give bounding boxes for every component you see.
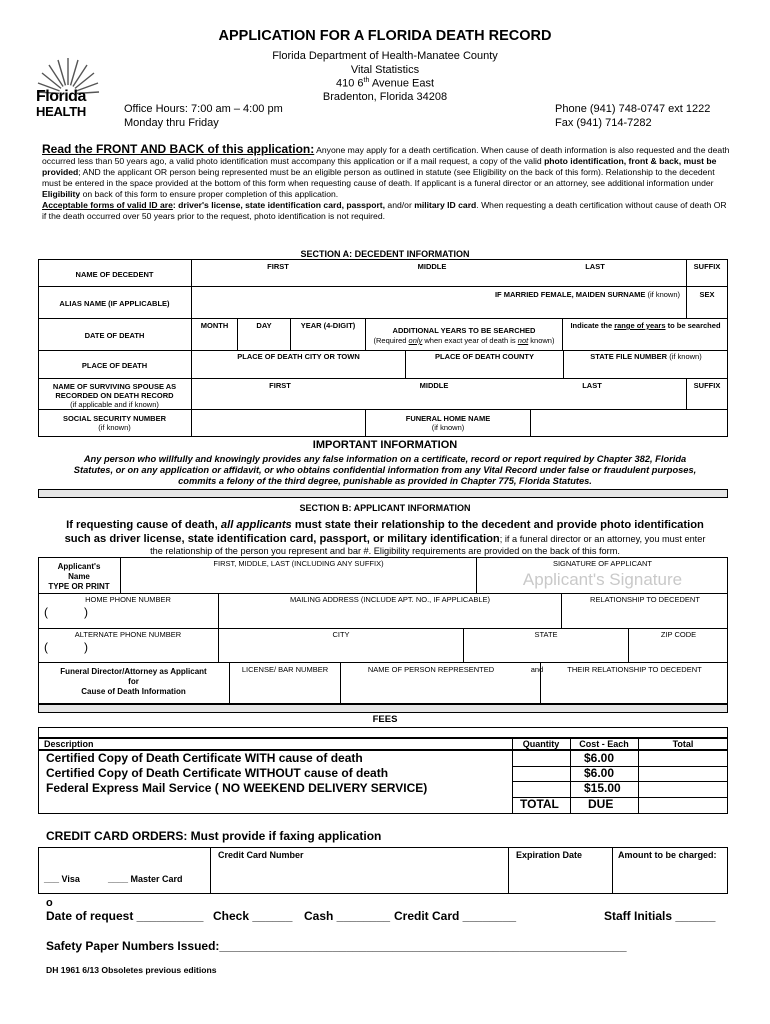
signature-field[interactable]: Applicant's Signature xyxy=(522,570,683,589)
additional-years-label: ADDITIONAL YEARS TO BE SEARCHED xyxy=(392,326,536,335)
mailing-address-label: MAILING ADDRESS (INCLUDE APT. NO., IF APPLICABLE) xyxy=(289,595,491,604)
ssn-label: SOCIAL SECURITY NUMBER (if known) xyxy=(62,414,167,432)
fee-row-2-cost: $6.00 xyxy=(584,766,615,780)
spouse-suffix-label: SUFFIX xyxy=(693,381,721,390)
logo-florida: Florida xyxy=(36,88,86,105)
divider-bar-2 xyxy=(38,704,728,713)
fees-title: FEES xyxy=(372,714,398,725)
important-title: IMPORTANT INFORMATION xyxy=(312,439,458,451)
fee-row-1-qty[interactable] xyxy=(513,751,569,765)
state-label: STATE xyxy=(534,630,558,639)
maiden-surname-label: IF MARRIED FEMALE, MAIDEN SURNAME (if known) xyxy=(494,290,680,299)
visa-option[interactable]: ___ Visa xyxy=(44,874,80,884)
phone-number: Phone (941) 748-0747 ext 1222 xyxy=(555,103,711,115)
city-label: CITY xyxy=(332,630,350,639)
year-label: YEAR (4-DIGIT) xyxy=(300,321,356,330)
fee-row-3-cost: $15.00 xyxy=(584,781,621,795)
home-phone-paren-close: ) xyxy=(84,605,88,619)
sex-label: SEX xyxy=(699,290,715,299)
section-b-req-2: such as driver license, state identification card, passport, or military identification; if a funeral director or an attorney, you must enter xyxy=(64,533,706,545)
divider-bar xyxy=(38,489,728,498)
section-a-title: SECTION A: DECEDENT INFORMATION xyxy=(300,249,470,259)
section-b-req-1: If requesting cause of death, all applicants must state their relationship to the decedent and provide photo identification xyxy=(66,519,704,531)
fees-col-quantity: Quantity xyxy=(522,739,560,749)
fee-row-2-desc: Certified Copy of Death Certificate WITHOUT cause of death xyxy=(46,766,389,780)
range-of-years-label: Indicate the range of years to be searched xyxy=(570,321,721,330)
card-number-label: Credit Card Number xyxy=(218,850,304,860)
safety-paper-field: Safety Paper Numbers Issued:_____________________________________________________________ xyxy=(46,939,627,953)
alias-label: ALIAS NAME (IF APPLICABLE) xyxy=(59,299,170,308)
section-b-title: SECTION B: APPLICANT INFORMATION xyxy=(299,503,471,513)
alt-phone-paren-open: ( xyxy=(44,640,48,654)
section-b-req-3: the relationship of the person you represent and bar #. Eligibility requirements are provided on the back of this form. xyxy=(150,546,620,556)
fee-row-3-qty[interactable] xyxy=(513,782,569,796)
name-of-decedent-label: NAME OF DECEDENT xyxy=(75,270,154,279)
amount-label: Amount to be charged: xyxy=(618,850,717,860)
credit-card-field: Credit Card ________ xyxy=(394,909,517,923)
check-field: Check ______ xyxy=(213,909,293,923)
staff-initials-field: Staff Initials ______ xyxy=(604,909,716,923)
represented-label: NAME OF PERSON REPRESENTED xyxy=(367,665,495,674)
city-state-zip: Bradenton, Florida 34208 xyxy=(322,91,448,103)
place-of-death-label: PLACE OF DEATH xyxy=(81,361,148,370)
fee-row-1-desc: Certified Copy of Death Certificate WITH cause of death xyxy=(46,751,363,765)
fees-col-total: Total xyxy=(672,739,694,749)
important-line-1: Any person who willfully and knowingly provides any false information on a certificate, record or report required by Chapter 382, Florida xyxy=(83,454,687,464)
office-name: Vital Statistics xyxy=(350,64,420,76)
form-title: APPLICATION FOR A FLORIDA DEATH RECORD xyxy=(218,28,552,44)
fee-row-3-desc: Federal Express Mail Service ( NO WEEKEND DELIVERY SERVICE) xyxy=(46,781,428,795)
important-line-2: Statutes, or on any application or affidavit, or who obtains confidential information from any Vital Record under false or fraudulent purposes, xyxy=(73,465,697,475)
their-relationship-label: THEIR RELATIONSHIP TO DECEDENT xyxy=(567,665,702,674)
and-label: and xyxy=(530,665,544,674)
credit-card-title: CREDIT CARD ORDERS: Must provide if faxing application xyxy=(46,829,382,843)
month-label: MONTH xyxy=(200,321,229,330)
date-of-request: Date of request __________ xyxy=(46,909,204,923)
day-label: DAY xyxy=(256,321,272,330)
street-address: 410 6th Avenue East xyxy=(336,77,434,90)
middle-label: MIDDLE xyxy=(417,262,447,271)
home-phone-label: HOME PHONE NUMBER xyxy=(85,595,171,604)
funeral-director-label: Funeral Director/Attorney as Applicant for Cause of Death Information xyxy=(60,667,207,696)
fml-label: FIRST, MIDDLE, LAST (INCLUDING ANY SUFFIX) xyxy=(213,559,384,568)
home-phone-paren-open: ( xyxy=(44,605,48,619)
fees-top-bar xyxy=(38,727,728,738)
alt-phone-paren-close: ) xyxy=(84,640,88,654)
important-line-3: commits a felony of the third degree, punishable as provided in Chapter 775, Florida Statutes. xyxy=(178,476,592,486)
spouse-middle-label: MIDDLE xyxy=(419,381,449,390)
expiration-label: Expiration Date xyxy=(516,850,583,860)
alt-phone-label: ALTERNATE PHONE NUMBER xyxy=(74,630,182,639)
fees-col-cost: Cost - Each xyxy=(579,739,629,749)
office-use-marker: o xyxy=(46,897,53,909)
relationship-label: RELATIONSHIP TO DECEDENT xyxy=(590,595,700,604)
zip-label: ZIP CODE xyxy=(660,630,697,639)
cash-field: Cash ________ xyxy=(304,909,391,923)
form-id: DH 1961 6/13 Obsoletes previous editions xyxy=(46,965,217,975)
mastercard-option[interactable]: ____ Master Card xyxy=(108,874,183,884)
decedent-name-field[interactable] xyxy=(192,272,685,285)
fee-row-2-qty[interactable] xyxy=(513,767,569,780)
date-of-death-label: DATE OF DEATH xyxy=(84,331,145,340)
fees-col-description: Description xyxy=(44,739,94,749)
fees-total-label: TOTAL xyxy=(520,797,559,811)
last-label: LAST xyxy=(585,262,605,271)
spouse-first-label: FIRST xyxy=(269,381,291,390)
fees-due-label: DUE xyxy=(588,797,614,811)
office-hours: Office Hours: 7:00 am – 4:00 pm xyxy=(124,103,283,115)
intro-paragraph: Read the FRONT AND BACK of this application: Anyone may apply for a death certification. When cause of death information is also requested and the death occurred less than 50 years ago, a valid photo identification must accompany this application or if a mail request, a copy of the valid photo identification, front & back, must be provided; AND the applicant OR person being represented must be an eligible person as outlined in statute (see Eligibility on the back of this form). Relationship to the decedent must be entered in the space provided at the bottom of this form when requesting cause of death. If applicant is a funeral director or an attorney, see additional information under Eligibility on back of this form to ensure proper completion of this application. Acceptable forms of valid ID are: driver's license, state identification card, passport, and/or military ID card. When requesting a death certification without cause of death OR if the death occurred over 50 years prior to the request, photo identification is not required. xyxy=(42,142,730,221)
applicant-name-field[interactable] xyxy=(121,570,475,592)
signature-label: SIGNATURE OF APPLICANT xyxy=(552,559,653,568)
place-county-label: PLACE OF DEATH COUNTY xyxy=(434,352,535,361)
fax-number: Fax (941) 714-7282 xyxy=(555,117,652,129)
fee-row-1-cost: $6.00 xyxy=(584,751,615,765)
spouse-last-label: LAST xyxy=(582,381,602,390)
first-label: FIRST xyxy=(267,262,289,271)
alias-field[interactable] xyxy=(192,301,685,317)
license-label: LICENSE/ BAR NUMBER xyxy=(241,665,329,674)
logo-health: HEALTH xyxy=(36,104,86,119)
suffix-label: SUFFIX xyxy=(693,262,721,271)
dept-name: Florida Department of Health-Manatee County xyxy=(272,50,498,62)
applicant-name-label: Applicant's Name TYPE OR PRINT xyxy=(48,562,110,591)
state-file-label: STATE FILE NUMBER (if known) xyxy=(590,352,702,361)
place-city-label: PLACE OF DEATH CITY OR TOWN xyxy=(237,352,360,361)
office-days: Monday thru Friday xyxy=(124,117,219,129)
funeral-home-label: FUNERAL HOME NAME (if known) xyxy=(405,414,491,432)
surviving-spouse-label: NAME OF SURVIVING SPOUSE AS RECORDED ON DEATH RECORD (if applicable and if known) xyxy=(52,382,177,409)
required-note: (Required only when exact year of death is not known) xyxy=(373,336,555,345)
